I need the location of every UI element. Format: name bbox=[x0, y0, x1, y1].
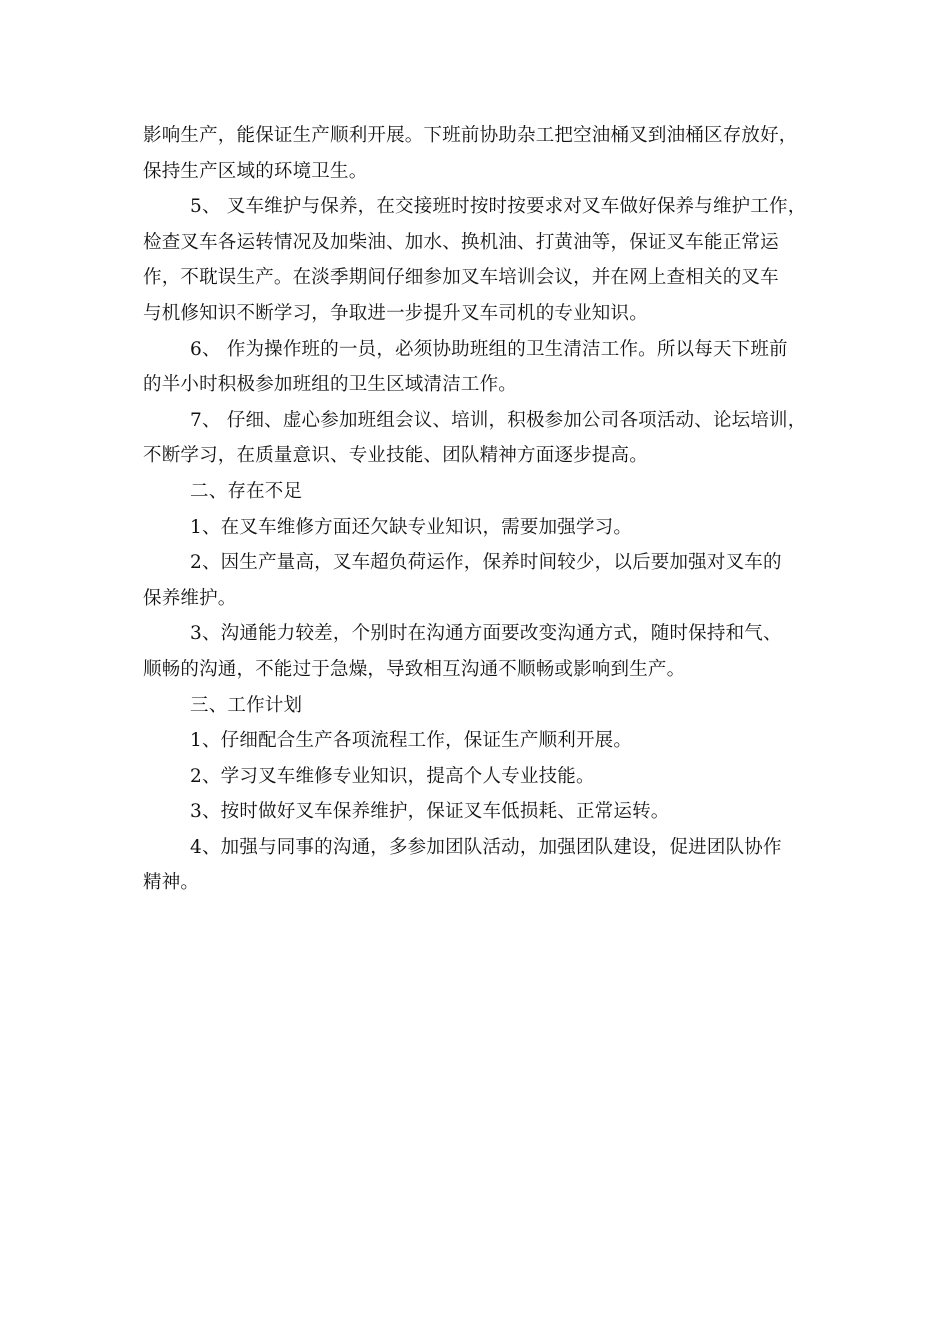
text-line: 顺畅的沟通，不能过于急燥，导致相互沟通不顺畅或影响到生产。 bbox=[143, 658, 686, 680]
text-line: 7、 仔细、虚心参加班组会议、培训，积极参加公司各项活动、论坛培训， bbox=[190, 409, 807, 431]
text-line: 2、学习叉车维修专业知识，提高个人专业技能。 bbox=[190, 765, 595, 787]
text-line: 保持生产区域的环境卫生。 bbox=[143, 160, 368, 182]
text-line: 保养维护。 bbox=[143, 587, 237, 609]
text-line: 的半小时积极参加班组的卫生区域清洁工作。 bbox=[143, 374, 518, 396]
text-line: 1、在叉车维修方面还欠缺专业知识，需要加强学习。 bbox=[190, 516, 633, 538]
text-line: 6、 作为操作班的一员，必须协助班组的卫生清洁工作。所以每天下班前 bbox=[190, 338, 788, 360]
text-line: 4、加强与同事的沟通，多参加团队活动，加强团队建设，促进团队协作 bbox=[190, 836, 782, 858]
text-line: 检查叉车各运转情况及加柴油、加水、换机油、打黄油等，保证叉车能正常运 bbox=[143, 231, 779, 253]
text-line: 作，不耽误生产。在淡季期间仔细参加叉车培训会议，并在网上查相关的叉车 bbox=[143, 267, 779, 289]
text-line: 与机修知识不断学习，争取进一步提升叉车司机的专业知识。 bbox=[143, 302, 648, 324]
text-line: 3、按时做好叉车保养维护，保证叉车低损耗、正常运转。 bbox=[190, 801, 670, 823]
text-line: 2、因生产量高，叉车超负荷运作，保养时间较少，以后要加强对叉车的 bbox=[190, 552, 782, 574]
text-line: 不断学习，在质量意识、专业技能、团队精神方面逐步提高。 bbox=[143, 445, 648, 467]
text-line: 精神。 bbox=[143, 872, 200, 894]
text-line: 3、沟通能力较差，个别时在沟通方面要改变沟通方式，随时保持和气、 bbox=[190, 623, 782, 645]
text-line: 三、工作计划 bbox=[190, 694, 303, 716]
text-line: 二、存在不足 bbox=[190, 480, 303, 502]
text-line: 1、仔细配合生产各项流程工作，保证生产顺利开展。 bbox=[190, 730, 633, 752]
document-body bbox=[143, 118, 823, 901]
text-line: 5、 叉车维护与保养，在交接班时按时按要求对叉车做好保养与维护工作， bbox=[190, 196, 807, 218]
text-line: 影响生产，能保证生产顺利开展。下班前协助杂工把空油桶叉到油桶区存放好， bbox=[143, 125, 798, 146]
